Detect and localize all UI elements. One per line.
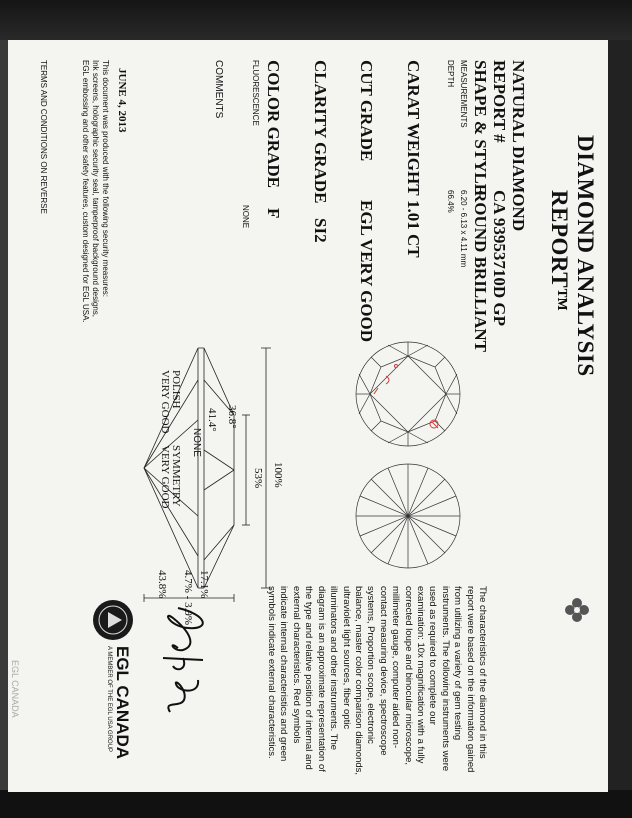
cut-label: CUT GRADE — [357, 60, 376, 162]
polish-value: VERY GOOD — [159, 370, 171, 434]
clarity-label: CLARITY GRADE — [311, 60, 330, 204]
pavilion-depth-pct: 43.8% — [156, 570, 168, 599]
depth-label: DEPTH — [446, 60, 455, 88]
girdle-pct: 4.7% - 3.9% — [182, 570, 194, 625]
terms-link[interactable]: TERMS AND CONDITIONS ON REVERSE — [39, 60, 48, 214]
scan-bottom-shadow — [0, 790, 632, 818]
symmetry-label: SYMMETRY — [170, 445, 182, 507]
comments-label: COMMENTS — [213, 60, 224, 119]
egl-tagline: A MEMBER OF THE EGL USA GROUP — [106, 646, 112, 753]
flower-emblem-icon — [562, 595, 592, 625]
measurements-value: 6.20 - 6.13 x 4.11 mm — [459, 190, 468, 268]
symmetry-value: VERY GOOD — [159, 445, 171, 509]
report-date: JUNE 4, 2013 — [116, 68, 128, 133]
diamond-type: NATURAL DIAMOND — [509, 60, 528, 232]
report-number: CA 93953710D GP — [490, 190, 509, 326]
crown-view-diagram — [356, 342, 460, 446]
signature-graphic — [148, 600, 218, 730]
clarity-plot-diagrams — [346, 336, 466, 576]
edge-brand-text: EGL CANADA — [10, 660, 20, 718]
pavilion-view-diagram — [356, 464, 460, 568]
carat-label: CARAT WEIGHT — [404, 60, 423, 196]
egl-seal-logo — [88, 595, 138, 645]
inclusion-marks — [374, 365, 438, 429]
pavilion-angle: 41.4° — [206, 408, 218, 432]
security-line-1: This document was produced with the following security measures: — [101, 60, 110, 297]
polish-label: POLISH — [170, 370, 182, 409]
crown-height-pct: 17.1% — [198, 570, 210, 599]
color-label: COLOR GRADE — [264, 60, 283, 188]
color-value: F — [264, 208, 283, 219]
clarity-value: SI2 — [311, 218, 330, 243]
report-title-tm: REPORT™ — [547, 190, 572, 312]
shape-style-label: SHAPE & STYLE — [471, 60, 490, 196]
crown-angle: 36.8° — [226, 405, 238, 429]
scan-top-shadow — [0, 0, 632, 42]
depth-value: 66.4% — [446, 190, 455, 213]
scan-right-strip — [604, 40, 632, 800]
measurements-label: MEASUREMENTS — [459, 60, 468, 128]
report-number-label: REPORT # — [490, 60, 509, 143]
egl-canada-logo-text: EGL CANADA — [113, 646, 132, 760]
fluorescence-label: FLUORESCENCE — [251, 60, 260, 126]
fluorescence-value: NONE — [241, 205, 250, 229]
certificate-content — [8, 40, 608, 792]
total-width-pct: 100% — [272, 462, 284, 488]
culet-value: NONE — [191, 428, 202, 457]
security-line-2: Ink screens, holographic security seal, tamperproof background designs, — [91, 60, 100, 318]
report-title: DIAMOND ANALYSIS — [573, 135, 598, 377]
instrument-description: The characteristics of the diamond in this report were based on the information gained from utilizing a variety of gem testing instruments. The following instruments were used as required to complete our examination: 10x magnification with a fully corrected loupe and binocular microscope, millimeter gauge, computer aided non-contact measuring device, spectroscope systems, Proportion scope, electronic balance, master color comparison diamonds, ultraviolet light sources, fiber optic illuminators and other instruments. The diagram is an approximate representation of the type and relative position of internal and external characteristics. Red symbols indicate internal characteristics and green symbols indicate external characteristics. — [266, 586, 488, 776]
table-pct: 53% — [252, 468, 264, 489]
security-line-3: EGL embossing and other safety features, custom designed for EGL USA. — [81, 60, 90, 323]
cut-value: EGL VERY GOOD — [357, 200, 376, 343]
shape-style-value: ROUND BRILLIANT — [471, 190, 490, 352]
carat-value: 1.01 CT — [404, 200, 423, 258]
